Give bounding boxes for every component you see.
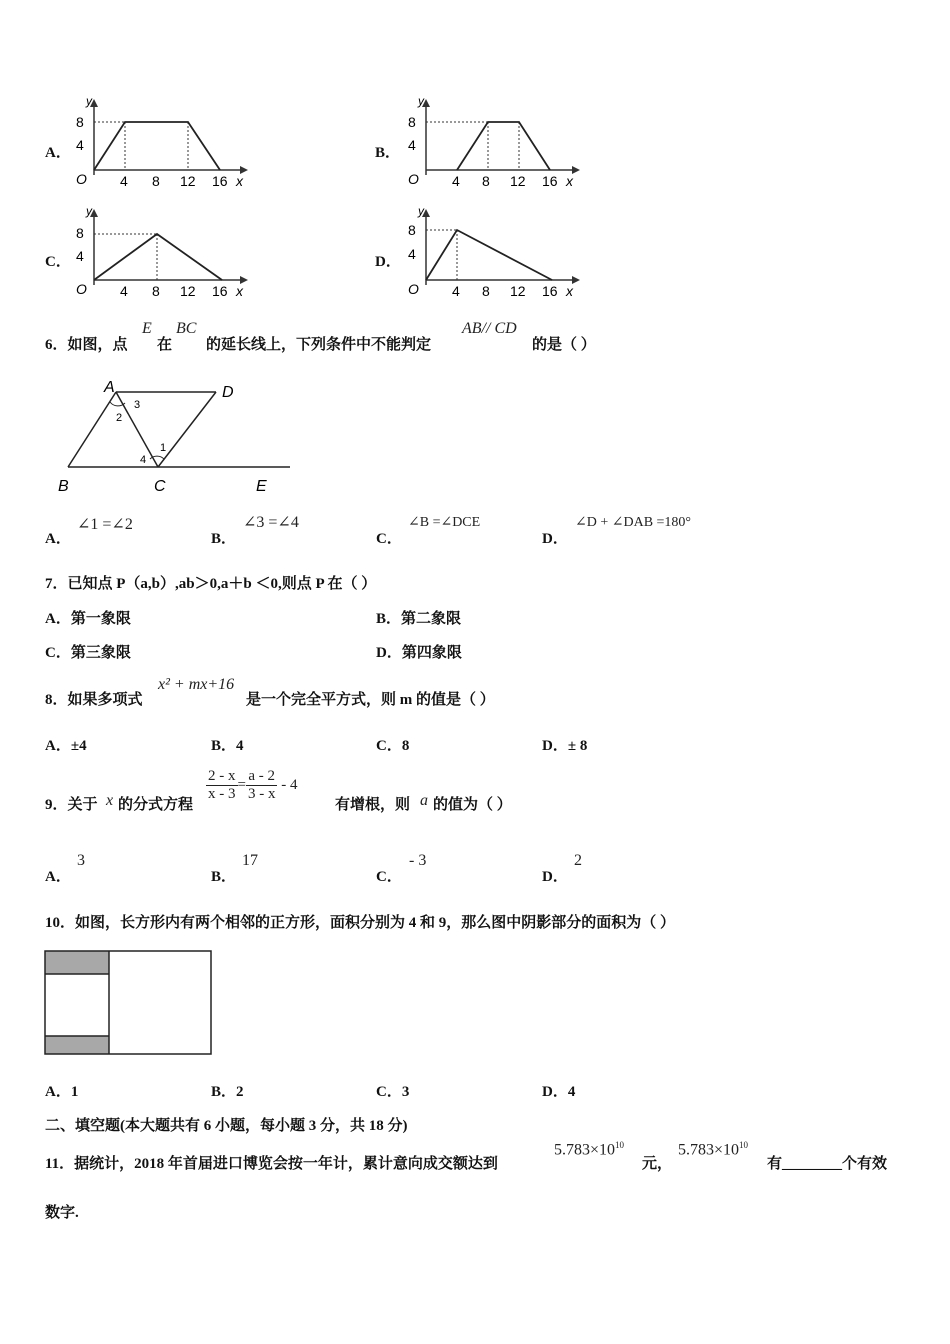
svg-text:1: 1	[160, 442, 167, 454]
q8-option-c: C．8	[376, 738, 410, 754]
q10-option-c: C．3	[376, 1084, 410, 1100]
q8-suffix: 是一个完全平方式，则 m 的值是（ ）	[246, 692, 495, 708]
svg-text:O: O	[408, 171, 419, 187]
svg-text:16: 16	[542, 283, 558, 299]
graph-option-a	[70, 95, 250, 191]
svg-text:4: 4	[452, 173, 460, 189]
svg-text:2: 2	[116, 412, 123, 424]
svg-text:y: y	[86, 205, 92, 218]
svg-text:16: 16	[542, 173, 558, 189]
q6-mid: 的延长线上，下列条件中不能判定	[206, 337, 432, 353]
q8-prefix: 8．如果多项式	[45, 692, 143, 708]
q7-option-b: B．第二象限	[376, 611, 462, 627]
svg-text:12: 12	[180, 283, 196, 299]
svg-text:4: 4	[120, 173, 128, 189]
q10-option-d: D．4	[542, 1084, 576, 1100]
q9-option-b: 17	[242, 852, 258, 869]
svg-text:16: 16	[212, 173, 228, 189]
q8-option-a: A．±4	[45, 738, 87, 754]
graph-option-d	[402, 205, 582, 301]
q10-option-a: A．1	[45, 1084, 79, 1100]
svg-text:x: x	[236, 283, 243, 299]
svg-text:12: 12	[510, 173, 526, 189]
q7-option-d: D．第四象限	[376, 645, 462, 661]
q6-segment-bc: BC	[176, 320, 197, 337]
section-heading: 二、填空题(本大题共有 6 小题，每小题 3 分，共 18 分)	[45, 1118, 408, 1134]
svg-text:O: O	[408, 281, 419, 297]
q11-number-2: $5.783\times 10^{10}$	[678, 1140, 749, 1159]
q6-parallel: AB// CD	[462, 320, 517, 337]
graph-option-a-label: A．	[45, 145, 71, 161]
svg-text:y: y	[418, 205, 424, 218]
q7-option-a: A．第一象限	[45, 611, 131, 627]
svg-text:8: 8	[408, 222, 416, 238]
q10-option-b: B．2	[211, 1084, 244, 1100]
q6-option-c-label: C．	[376, 531, 402, 547]
q7-option-c: C．第三象限	[45, 645, 131, 661]
q6-zai: 在	[157, 337, 173, 353]
svg-text:12: 12	[510, 283, 526, 299]
ytick-8: 8	[76, 114, 84, 130]
svg-text:y: y	[418, 95, 424, 108]
svg-text:4: 4	[408, 137, 416, 153]
svg-text:x: x	[566, 283, 573, 299]
q8-option-d: D．± 8	[542, 738, 588, 754]
svg-text:12: 12	[180, 173, 196, 189]
svg-text:8: 8	[408, 114, 416, 130]
q6-option-b: ∠3 =∠4	[243, 514, 299, 531]
q6-prefix: 6．如图，点	[45, 337, 128, 353]
graph-option-c	[70, 205, 250, 301]
svg-text:B: B	[58, 478, 69, 495]
svg-text:x: x	[566, 173, 573, 189]
svg-text:y: y	[86, 95, 92, 108]
svg-text:A: A	[104, 379, 115, 396]
graph-option-c-label: C．	[45, 254, 71, 270]
q10-text: 10．如图，长方形内有两个相邻的正方形，面积分别为 4 和 9，那么图中阴影部分的面积为（ ）	[45, 915, 676, 931]
q11-mid: 元，	[642, 1156, 673, 1172]
q7-text: 7．已知点 P（a,b）,ab＞0,a＋b ＜0,则点 P 在（ ）	[45, 576, 377, 592]
graph-option-d-label: D．	[375, 254, 401, 270]
svg-text:8: 8	[152, 173, 160, 189]
q9-option-d-label: D．	[542, 869, 568, 885]
q9-option-a: 3	[77, 852, 85, 869]
svg-text:3: 3	[134, 399, 141, 411]
q9-mid2: 有增根，则	[335, 797, 411, 813]
q6-option-d: ∠D + ∠DAB =180°	[575, 515, 692, 530]
ytick-4: 4	[76, 137, 84, 153]
q9-var-x: x	[106, 792, 114, 809]
q6-option-a: ∠1 =∠2	[77, 516, 133, 533]
svg-text:4: 4	[452, 283, 460, 299]
graph-option-b-label: B．	[375, 145, 401, 161]
svg-text:8: 8	[152, 283, 160, 299]
q6-suffix: 的是（ ）	[532, 337, 596, 353]
q9-equation: $\frac{2 - x}{x - 3}$ = $\frac{a - 2}{3 - x}$ - 4	[208, 768, 298, 802]
q9-option-c-label: C．	[376, 869, 402, 885]
svg-text:O: O	[76, 281, 87, 297]
q11-suffix: 有________个有效	[767, 1156, 888, 1172]
svg-text:4: 4	[140, 454, 147, 466]
q9-option-d: 2	[574, 852, 582, 869]
q9-suffix: 的值为（ ）	[433, 797, 512, 813]
q6-figure	[50, 375, 300, 500]
q9-option-b-label: B．	[211, 869, 237, 885]
q8-expr: x² + mx+16	[158, 676, 235, 693]
q11-prefix: 11．据统计，2018 年首届进口博览会按一年计，累计意向成交额达到	[45, 1156, 498, 1172]
svg-text:E: E	[256, 478, 267, 495]
q11-line2: 数字.	[45, 1205, 79, 1221]
q6-option-c: ∠B =∠DCE	[408, 515, 481, 530]
q9-option-c: - 3	[409, 852, 427, 869]
q9-option-a-label: A．	[45, 869, 71, 885]
svg-text:8: 8	[76, 225, 84, 241]
q9-prefix: 9．关于	[45, 797, 98, 813]
q6-option-b-label: B．	[211, 531, 237, 547]
q10-figure	[44, 950, 214, 1058]
q9-var-a: a	[420, 792, 428, 809]
svg-text:4: 4	[120, 283, 128, 299]
svg-text:C: C	[154, 478, 166, 495]
svg-text:8: 8	[482, 173, 490, 189]
q9-mid: 的分式方程	[118, 797, 194, 813]
svg-text:4: 4	[76, 248, 84, 264]
svg-text:x: x	[236, 173, 243, 189]
q6-option-d-label: D．	[542, 531, 568, 547]
svg-text:4: 4	[408, 246, 416, 262]
svg-text:O: O	[76, 171, 87, 187]
svg-text:8: 8	[482, 283, 490, 299]
q6-option-a-label: A．	[45, 531, 71, 547]
q8-option-b: B．4	[211, 738, 244, 754]
graph-option-b	[402, 95, 582, 191]
svg-text:16: 16	[212, 283, 228, 299]
svg-text:D: D	[222, 384, 234, 401]
q11-number-1: $5.783\times 10^{10}$	[554, 1140, 625, 1159]
q6-point-e: E	[142, 320, 152, 337]
